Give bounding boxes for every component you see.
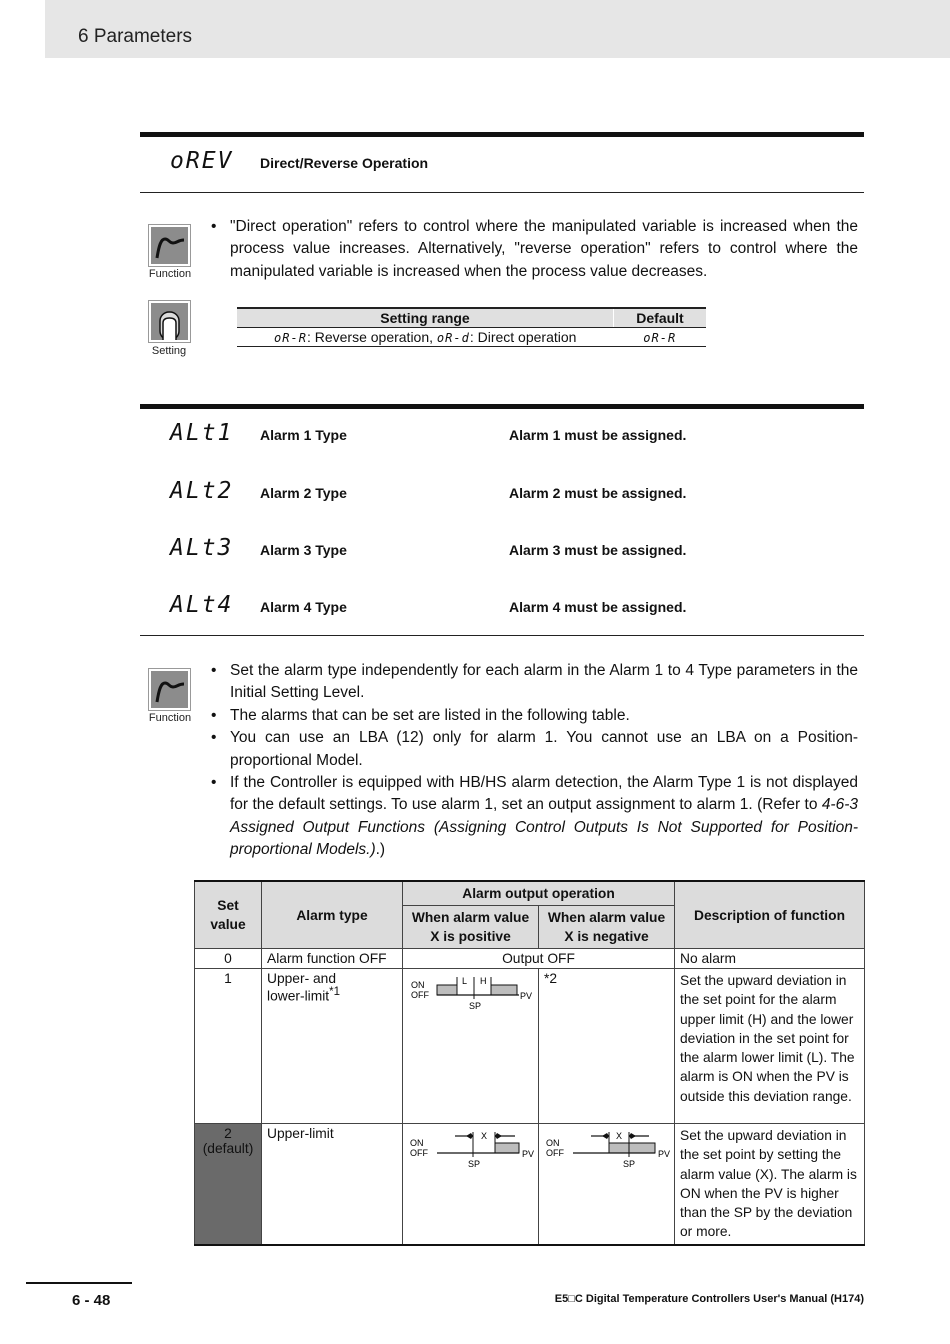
description-cell: Set the upward deviation in the set point for the alarm upper limit (H) and the lower deviation in the set point for the alarm lower limit (L). The alarm is ON when the PV is outside this deviation range. — [675, 969, 865, 1124]
setting-range-value: oR-R: Reverse operation, oR-d: Direct operation — [237, 328, 614, 347]
setting-icon — [148, 300, 191, 343]
svg-text:ON: ON — [546, 1138, 560, 1148]
header-alarm-output-operation: Alarm output operation — [403, 881, 675, 906]
alarm-type-table — [194, 880, 865, 1246]
param-code-alt1: ALt1 — [170, 420, 234, 446]
section-rule — [140, 192, 864, 193]
set-value-cell: 0 — [195, 949, 262, 969]
alarm-type-cell: Upper-limit — [262, 1124, 403, 1245]
page-number: 6 - 48 — [72, 1292, 111, 1309]
function-icon-label: Function — [148, 268, 192, 280]
param-code-orev: oREV — [170, 148, 234, 174]
bullet-item: • You can use an LBA (12) only for alarm 1. You cannot use an LBA on a Position-proportional Model. — [208, 727, 858, 772]
header-set-value: Set value — [195, 881, 262, 949]
positive-output-cell — [403, 969, 539, 1124]
table-row — [195, 949, 865, 969]
header-alarm-type: Alarm type — [262, 881, 403, 949]
setting-icon-label: Setting — [151, 345, 187, 357]
positive-output-cell — [403, 1124, 539, 1245]
bullet-item: • "Direct operation" refers to control where the manipulated variable is increased when the process value increases. Alternatively, "reverse operation" refers to control where the manipulated variable is increased when the process value decreases. — [208, 216, 858, 283]
function-icon — [148, 668, 191, 711]
set-value-cell: 1 — [195, 969, 262, 1124]
footer-rule — [26, 1282, 132, 1284]
output-cell: Output OFF — [403, 949, 675, 969]
chapter-title: 6 Parameters — [78, 26, 193, 47]
function-icon — [148, 224, 191, 267]
bullet-item: • The alarms that can be set are listed in the following table. — [208, 705, 858, 727]
alarm-type-cell: Upper- and lower-limit$^{*1}$ — [262, 969, 403, 1124]
function-description — [208, 660, 858, 862]
param-condition: Alarm 3 must be assigned. — [509, 542, 687, 558]
svg-text:PV: PV — [522, 1149, 535, 1159]
header-positive: When alarm value X is positive — [403, 906, 539, 949]
param-name: Alarm 2 Type — [260, 485, 347, 501]
section-rule — [140, 404, 864, 409]
bullet-item: • If the Controller is equipped with HB/HS alarm detection, the Alarm Type 1 is not displayed for the default settings. To use alarm 1, set an output assignment to alarm 1. (Refer to 4-6-3 Assigned Output Functions (Assigning Control Outputs Is Not Supported for Position-proportional Models.).) — [208, 772, 858, 862]
manual-title: E5□C Digital Temperature Controllers User's Manual (H174) — [554, 1293, 864, 1305]
header-negative: When alarm value X is negative — [539, 906, 675, 949]
upper-lower-limit-diagram — [405, 971, 537, 1013]
param-condition: Alarm 4 must be assigned. — [509, 599, 687, 615]
svg-text:ON: ON — [411, 980, 425, 990]
default-value: oR-R — [614, 328, 707, 347]
param-name: Direct/Reverse Operation — [260, 155, 429, 171]
param-name: Alarm 3 Type — [260, 542, 347, 558]
cross-reference: 4-6-3 Assigned Output Functions (Assigning Control Outputs Is Not Supported for Position-proportional Models.) — [230, 796, 858, 859]
function-icon-label: Function — [148, 712, 192, 724]
svg-text:SP: SP — [469, 1001, 482, 1011]
col-default: Default — [614, 308, 707, 328]
svg-text:PV: PV — [520, 991, 533, 1001]
param-condition: Alarm 2 must be assigned. — [509, 485, 687, 501]
svg-text:X: X — [481, 1131, 488, 1141]
param-code-alt3: ALt3 — [170, 535, 234, 561]
param-code-alt4: ALt4 — [170, 592, 234, 618]
svg-text:OFF: OFF — [411, 990, 429, 1000]
alarm-type-cell: Alarm function OFF — [262, 949, 403, 969]
svg-text:PV: PV — [658, 1149, 671, 1159]
upper-limit-negative-diagram — [541, 1126, 673, 1168]
col-setting-range: Setting range — [237, 308, 614, 328]
svg-text:OFF: OFF — [410, 1148, 428, 1158]
function-description — [208, 216, 858, 283]
header-description: Description of function — [675, 881, 865, 949]
param-code-alt2: ALt2 — [170, 478, 234, 504]
svg-text:H: H — [480, 976, 487, 986]
section-rule — [140, 635, 864, 636]
section-rule — [140, 132, 864, 137]
svg-text:OFF: OFF — [546, 1148, 564, 1158]
description-cell: No alarm — [675, 949, 865, 969]
description-cell: Set the upward deviation in the set point by setting the alarm value (X). The alarm is ON when the PV is higher than the SP by the deviation or more. — [675, 1124, 865, 1245]
table-row — [195, 1124, 865, 1245]
bullet-item: • Set the alarm type independently for each alarm in the Alarm 1 to 4 Type parameters in the Initial Setting Level. — [208, 660, 858, 705]
svg-text:X: X — [616, 1131, 623, 1141]
negative-output-cell — [539, 1124, 675, 1245]
upper-limit-positive-diagram — [405, 1126, 537, 1168]
svg-text:SP: SP — [468, 1159, 481, 1168]
svg-text:L: L — [462, 976, 468, 986]
svg-text:ON: ON — [410, 1138, 424, 1148]
param-name: Alarm 4 Type — [260, 599, 347, 615]
set-value-cell-default: 2 (default) — [195, 1124, 262, 1245]
svg-text:SP: SP — [623, 1159, 636, 1168]
param-condition: Alarm 1 must be assigned. — [509, 427, 687, 443]
param-name: Alarm 1 Type — [260, 427, 347, 443]
negative-output-cell: *2 — [539, 969, 675, 1124]
setting-range-table — [237, 307, 706, 347]
table-row — [195, 969, 865, 1124]
